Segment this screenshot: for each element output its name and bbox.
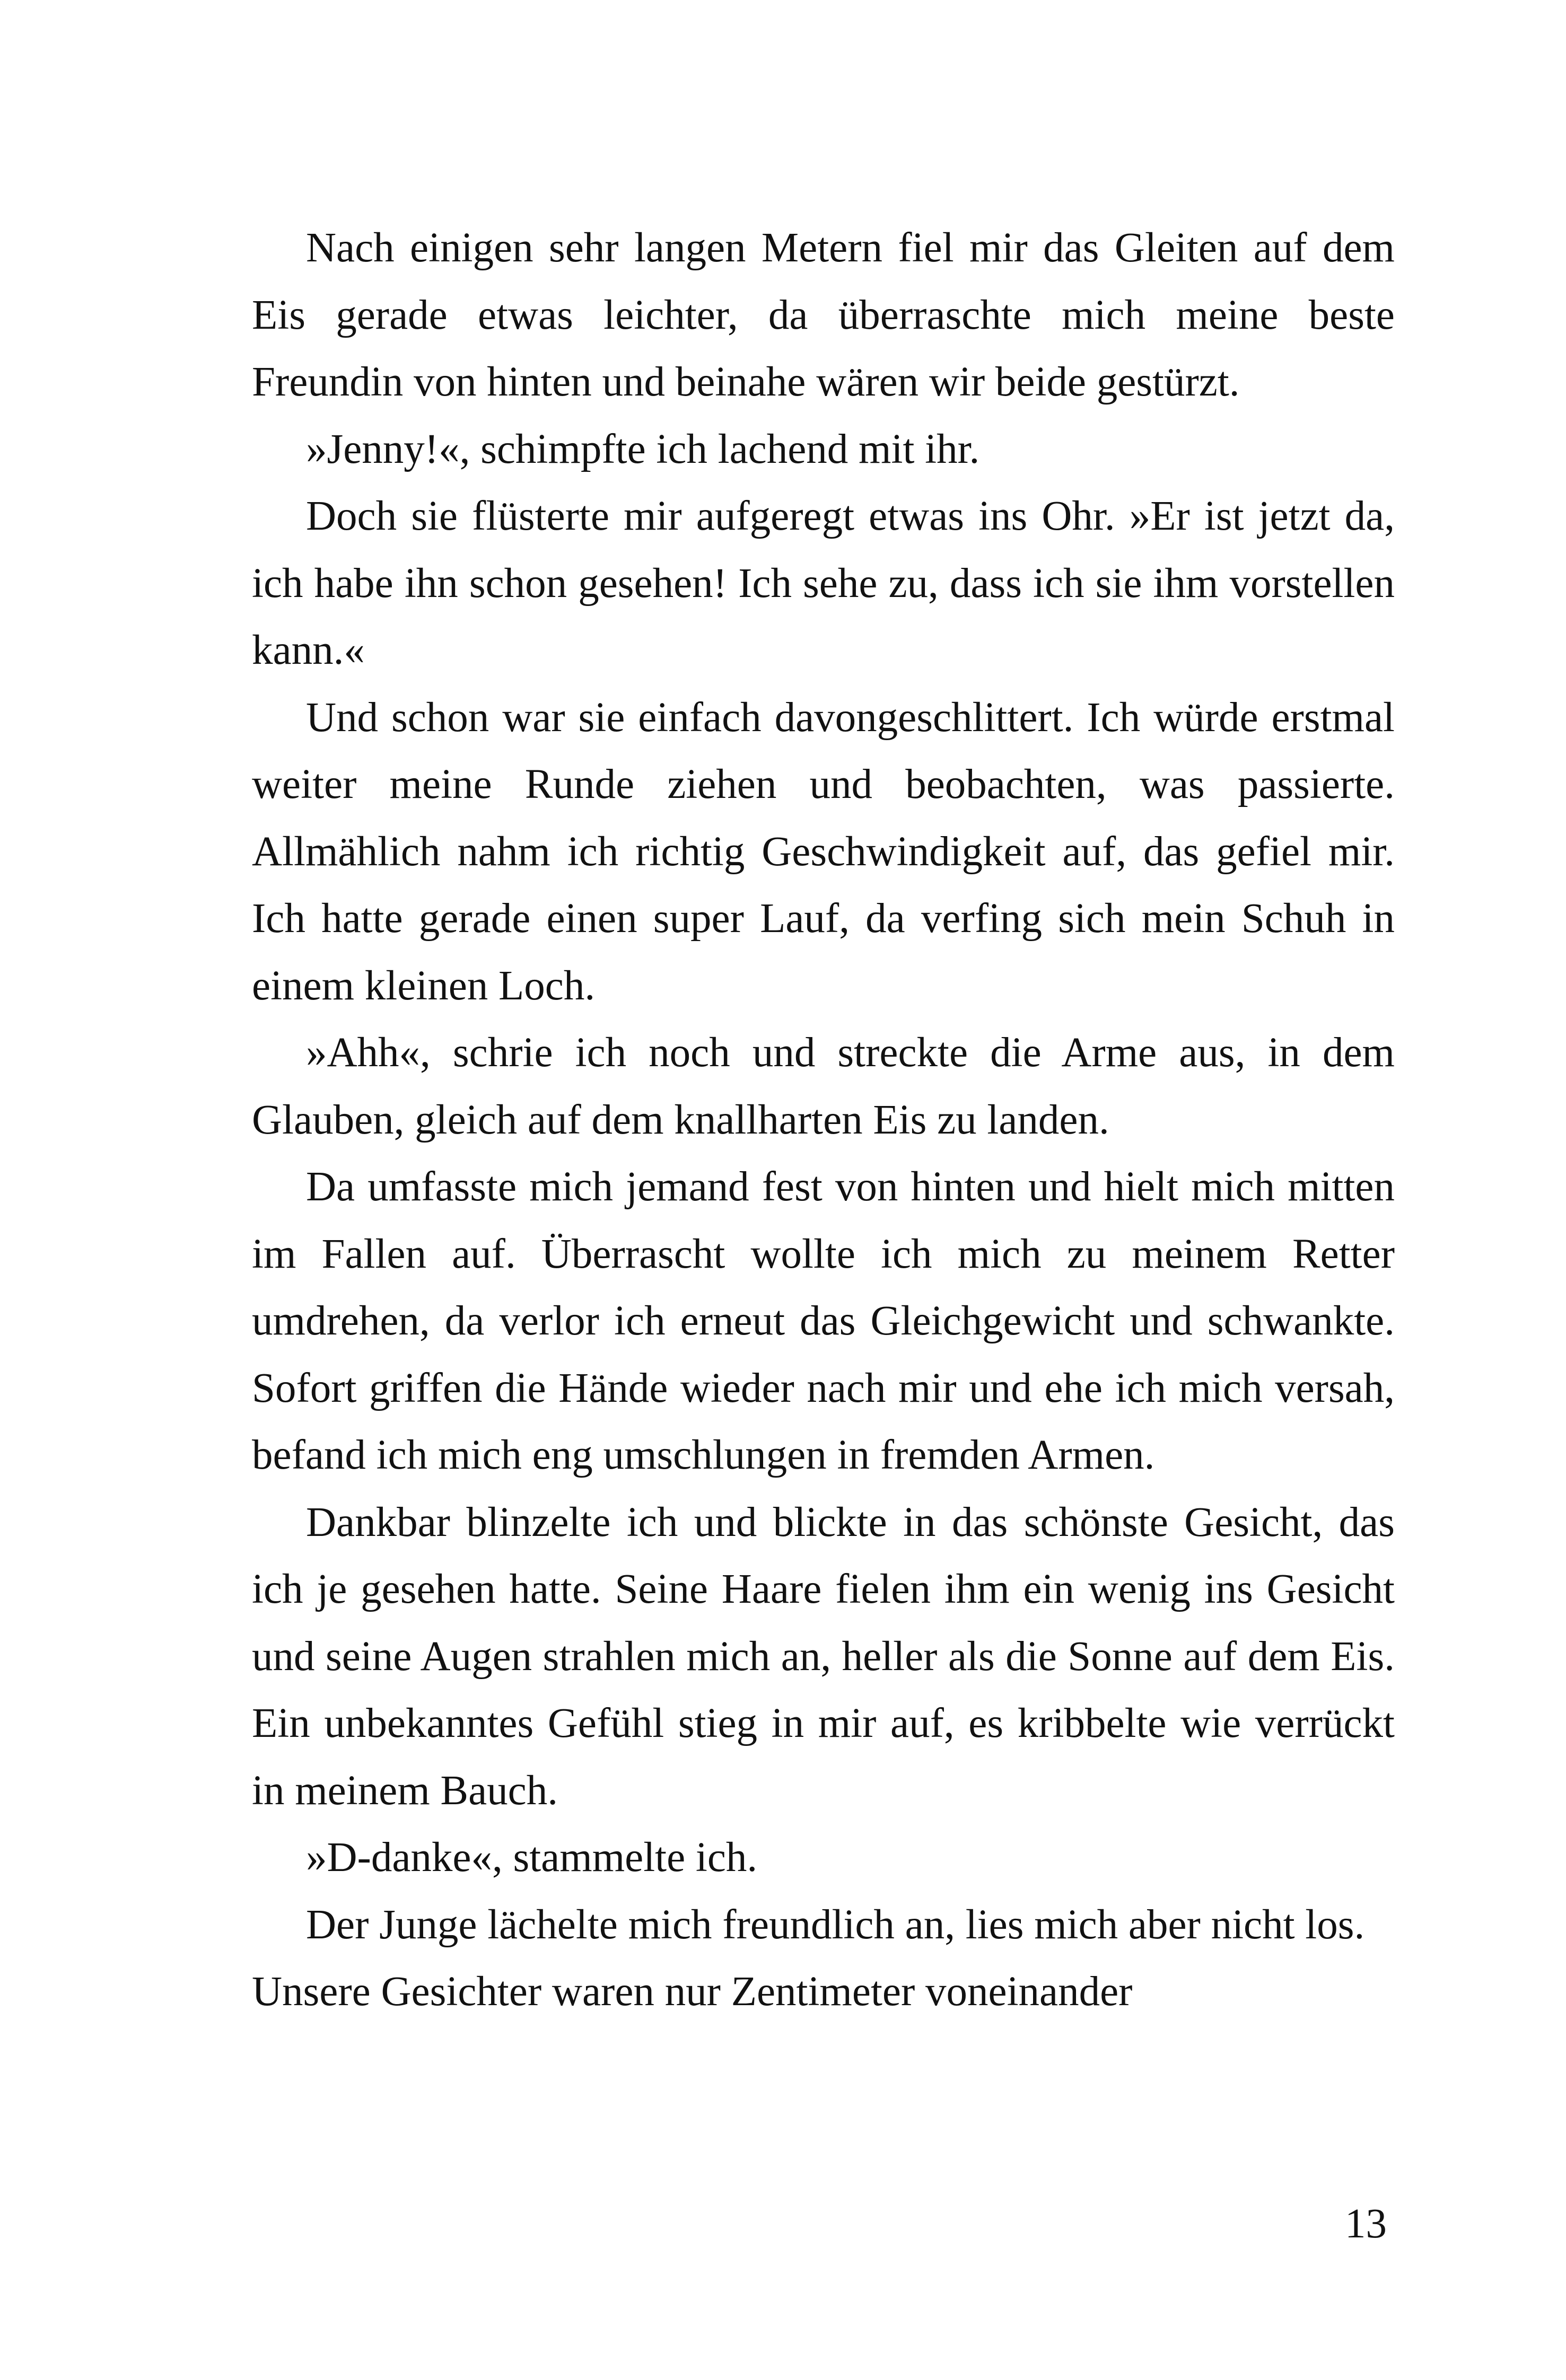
paragraph: Dankbar blinzelte ich und blickte in das schönste Gesicht, das ich je gesehen hatte. Seine Haare fielen ihm ein wenig ins Gesicht und seine Augen strahlen mich an, heller als die Sonne auf dem Eis. Ein unbekanntes Gefühl stieg in mir auf, es kribbelte wie verrückt in meinem Bauch. <box>252 1499 1395 1814</box>
paragraph: »D-danke«, stammelte ich. <box>306 1834 758 1881</box>
page-number: 13 <box>1345 2201 1387 2247</box>
body-text <box>252 215 1395 2026</box>
paragraph: Und schon war sie einfach davongeschlittert. Ich würde erstmal weiter meine Runde ziehen und beobachten, was passierte. Allmählich nahm ich richtig Geschwindigkeit auf, das gefiel mir. Ich hatte gerade einen super Lauf, da verfing sich mein Schuh in einem kleinen Loch. <box>252 694 1395 1009</box>
paragraph: Der Junge lächelte mich freundlich an, lies mich aber nicht los. Unsere Gesichter waren nur Zentimeter voneinander <box>252 1901 1365 2015</box>
paragraph: Da umfasste mich jemand fest von hinten und hielt mich mitten im Fallen auf. Überrascht wollte ich mich zu meinem Retter umdrehen, da verlor ich erneut das Gleichgewicht und schwankte. Sofort griffen die Hände wieder nach mir und ehe ich mich versah, befand ich mich eng umschlungen in fremden Armen. <box>252 1164 1395 1478</box>
paragraph: Nach einigen sehr langen Metern fiel mir das Gleiten auf dem Eis gerade etwas leichter, da überraschte mich meine beste Freundin von hinten und beinahe wären wir beide gestürzt. <box>252 225 1395 405</box>
paragraph: »Ahh«, schrie ich noch und streckte die Arme aus, in dem Glauben, gleich auf dem knallharten Eis zu landen. <box>252 1030 1395 1143</box>
paragraph: Doch sie flüsterte mir aufgeregt etwas ins Ohr. »Er ist jetzt da, ich habe ihn schon gesehen! Ich sehe zu, dass ich sie ihm vorstellen kann.« <box>252 493 1395 673</box>
paragraph: »Jenny!«, schimpfte ich lachend mit ihr. <box>306 426 980 472</box>
